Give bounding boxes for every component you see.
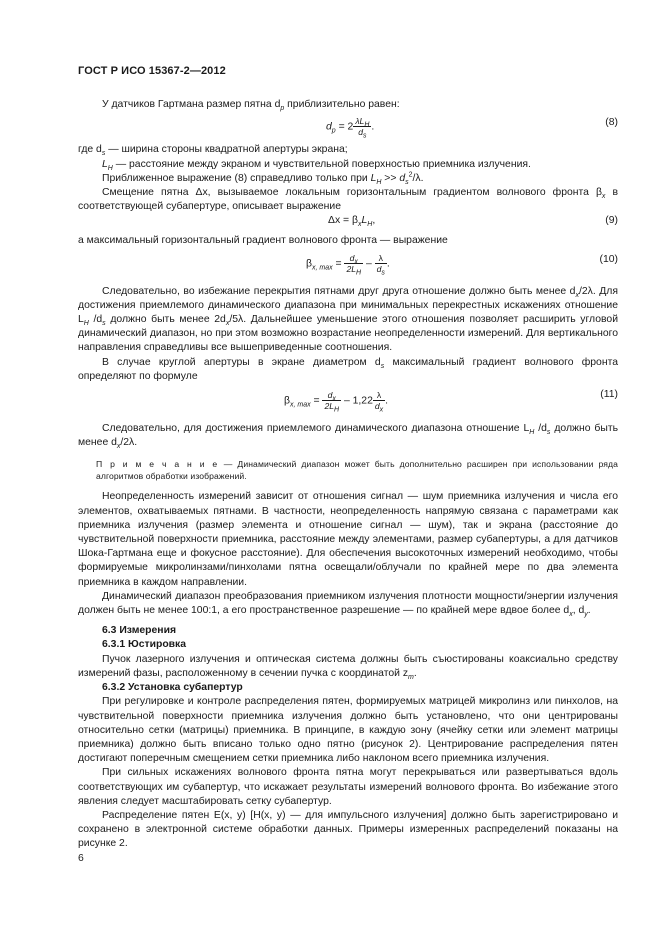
equation-9 [78, 214, 618, 234]
page-number: 6 [78, 853, 84, 864]
equation-10-fraction-1: $\frac{d_x}{2L_H}$ [346, 252, 362, 277]
subsection-heading: 6.3.1 Юстировка [102, 639, 187, 651]
equation-10-fraction-2: $\frac{\lambda}{d_s}$ [376, 252, 385, 277]
paragraph-alignment: Пучок лазерного излучения и оптическая система должны быть съюстированы коаксиально средству измерений фазы, расположенному в сечении пучка с координатой $z_m$. [78, 653, 618, 681]
note-block: П р и м е ч а н и е — Динамический диапазон может быть дополнительно расширен при использовании ряда алгоритмов обработки изображений. [96, 459, 619, 482]
equation-8 [78, 112, 618, 142]
equation-10-formula: $\beta_{x, max}$ = $\frac{d_x}{2L_H}$ – $\frac{\lambda}{d_s}$ . [306, 252, 390, 277]
paragraph-uncertainty: Неопределенность измерений зависит от отношения сигнал — шум приемника излучения и числа его элементов, охватываемых пятнами. В частности, неопределенность напрямую связана с параметрами как приемника излучения (размер элемента и отношение сигнал — шум), так и экрана (расстояние до чувствительной поверхности приемника, расстояние между элементами, размер субапертуры, а для датчиков Шока-Гартмана еще и фокусное расстояние). Для обеспечения высокоточных измерений необходимо, чтобы формируемые микролинзами/пинхолами пятна освещали/облучали по крайней мере по два элемента приемника в каждом направлении. [78, 491, 618, 588]
equation-8-fraction: $\lambda L_H$ $d_s$ [355, 116, 370, 141]
equation-number: (8) [605, 117, 618, 129]
subsection-heading: 6.3.2 Установка субапертур [102, 682, 243, 694]
equation-number: (10) [599, 253, 618, 265]
definition-item: где $d_s$ — ширина стороны квадратной апертуры экрана; [78, 144, 348, 158]
section-heading: 6.3 Измерения [102, 625, 177, 637]
equation-11-formula: $\beta_{x, max}$ = $\frac{d_x}{2L_H}$ – 1,22 $\frac{\lambda}{d_x}$ . [284, 390, 389, 414]
equation-number: (11) [600, 389, 618, 401]
paragraph-approx: Приближенное выражение (8) справедливо только при $L_H >> d_s^2/\lambda$. [102, 171, 424, 186]
paragraph-subaperture-2: При сильных искажениях волнового фронта пятна могут перекрываться или развертываться вдоль соответствующих им субапертур, что искажает результаты измерений волнового фронта. Во избежание этого явления следует масштабировать сетку субапертур. [78, 767, 618, 807]
equation-10 [78, 249, 618, 285]
paragraph-shift: Смещение пятна Δx, вызываемое локальным горизонтальным градиентом волнового фронта $\beta_x$ в соответствующей субапертуре, описывает выражение [78, 187, 618, 213]
paragraph-consequently: Следовательно, во избежание перекрытия пятнами друг друга отношение должно быть менее $d_x/2\lambda$. Для достижения приемлемого динамического диапазона при минимальных перекрестных искажениях отношение $L_H$ $/d_s$ должно быть менее $2d_x/5\lambda$. Дальнейшее уменьшение этого отношения позволяет расширить угловой динамический диапазон, но при этом возможно возрастание неопределенности измерений. Для вертикального направления справедливы все вышеприведенные соотношения. [78, 285, 618, 354]
equation-11-fraction-2: $\frac{\lambda}{d_x}$ [374, 390, 384, 414]
document-page [78, 64, 618, 852]
equation-8-formula: $d_p = 2$ $\lambda L_H$ $d_s$ . [326, 116, 375, 141]
equation-9-formula: $\Delta x = \beta_xL_H$, [328, 215, 376, 229]
equation-11-fraction-1: $\frac{d_x}{2L_H}$ [324, 390, 340, 414]
equation-number: (9) [605, 215, 618, 227]
paragraph-consequently-2: Следовательно, для достижения приемлемого динамического диапазона отношение $L_H$ $/d_s$ должно быть менее $d_x/2\lambda$. [78, 423, 618, 451]
note-label: П р и м е ч а н и е [96, 459, 219, 470]
paragraph-round-aperture: В случае круглой апертуры в экране диаметром $d_s$ максимальный градиент волнового фронта определяют по формуле [78, 356, 618, 382]
paragraph-max-gradient: а максимальный горизонтальный градиент волнового фронта — выражение [78, 235, 448, 247]
paragraph-dynamic-range: Динамический диапазон преобразования приемником излучения плотности мощности/энергии излучения должен быть не менее 100:1, а его пространственное разрешение — по крайней мере вдвое более $d_x$, $d_y$. [78, 590, 618, 619]
equation-11 [78, 384, 618, 422]
paragraph-hartmann-intro: У датчиков Гартмана размер пятна $d_p$ приблизительно равен: [102, 99, 400, 113]
definition-item: $L_H$ — расстояние между экраном и чувствительной поверхностью приемника излучения. [102, 158, 531, 172]
document-header: ГОСТ Р ИСО 15367-2—2012 [78, 65, 226, 77]
definitions-list [78, 143, 618, 171]
paragraph-distribution: Распределение пятен E(x, y) [H(x, y) — для импульсного излучения] должно быть зарегистрировано и сохранено в электронной системе обработки данных. Примеры измеренных распределений показаны на рисунке 2. [78, 809, 618, 850]
paragraph-subaperture-1: При регулировке и контроле распределения пятен, формируемых матрицей микролинз или пинхолов, на чувствительной поверхности приемника излучения должно быть установлено, что они центрированы относительно сетки (матрицы) приемника. В принципе, в каждую зону (ячейку сетки или элемент матрицы приемника) должно быть вписано только одно пятно (рисунок 2). Центрирование распределения пятен достигают поперечным смещением сетки приемника либо наклоном всего приемника излучения. [78, 696, 618, 765]
